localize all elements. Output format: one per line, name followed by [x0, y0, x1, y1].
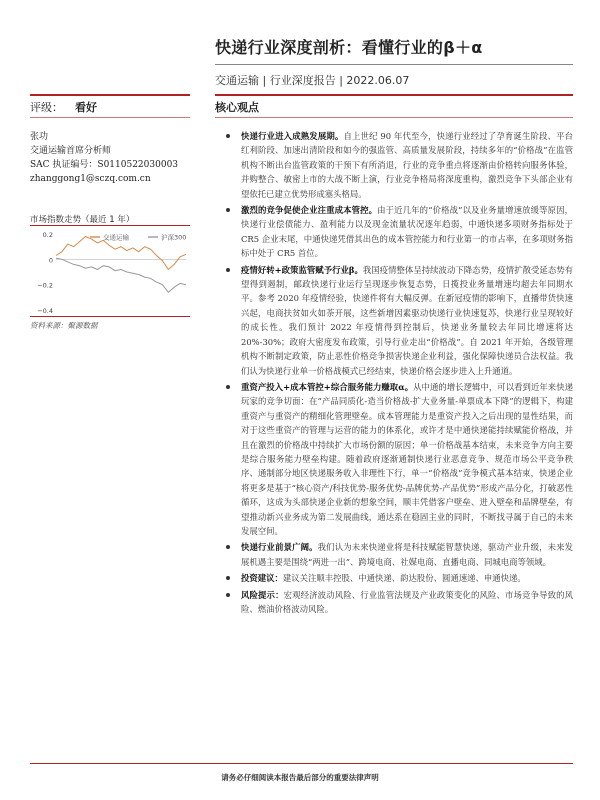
- legend-label: 交通运输: [103, 233, 129, 242]
- rating-value: 看好: [75, 101, 97, 114]
- key-point-item: [225, 203, 573, 261]
- footer-rule: [30, 763, 573, 764]
- summary-heading: 核心观点: [215, 101, 259, 114]
- legal-footer: 请务必仔细阅读本报告最后部分的重要法律声明: [221, 773, 379, 782]
- y-tick-label: −0.2: [37, 281, 53, 290]
- bullet-dot-icon: [226, 385, 230, 389]
- key-point-text: 从中通的增长逻辑中，可以看到近年来快递玩家的竞争切面：在“产品同质化-造当价格战-扩大业务量-单票成本下降”的逻辑下，构建重资产与重资产的精细化管理壁垒。成本管理能力是重资产投入之后出现的显性结果，而对于这些重资产的管理与运营的能力的体系化，或许才是中通快递能持续赋能价格战，并且在激烈的价格战中持续扩大市场份额的原因；单一价格战基本结束，未来竞争方向主要是综合服务能力壁垒构建。随着政府逐渐通制快递行业恶意竞争、规范市场公平竞争秩序、通制部分地区快递服务收入非理性下行，单一“价格战”竞争模式基本结束，快递企业将更多是基于“核心资产/科技优势-服务优势-品牌优势-产品优势”形成产品分化，打破恶性循环，这成为头部快递企业新的想象空间，顺丰凭借客户壁垒、进入壁垒和品牌壁垒，有望推动新兴业务成为第二发展曲线，通达系在稳固主业的同时，不断找寻属于自己的未来发展空间。: [241, 381, 574, 536]
- key-point-text: 自上世纪 90 年代至今，快递行业经过了孕育诞生阶段、平台红利阶段、加速出清阶段和如今的强监管、高质量发展阶段，持续多年的“价格战”在监管机构不断出台监管政策的干预下有所消退，行业的竞争重点将逐渐由价格转向服务体验，并购整合、敏密上市的大战不断上演，行业竞争格局将深度重构，激烈竞争下头部企业有望依托已建立优势形成塞头格局。: [241, 131, 574, 199]
- left-header-rule: [30, 94, 190, 96]
- right-header-rule: [215, 94, 573, 96]
- key-point-item: [225, 380, 573, 538]
- chart-title: 市场指数走势（最近 1 年）: [30, 215, 135, 225]
- legend-label: 沪深300: [161, 233, 187, 242]
- key-point-lead: 风险提示：: [241, 589, 284, 600]
- key-point-text: 宏观经济波动风险、行业监管法规及产业政策变化的风险、市场竞争导致的风险、燃油价格波动风险。: [241, 589, 574, 614]
- key-point-lead: 激烈的竞争促使企业注重成本管控。: [241, 205, 378, 216]
- bullet-dot-icon: [226, 268, 230, 272]
- analyst-license: SAC 执证编号：S0110522030003: [30, 160, 179, 170]
- bullet-dot-icon: [226, 545, 230, 549]
- left-sub-rule: [30, 117, 190, 118]
- analyst-name: 张功: [30, 132, 49, 142]
- bullet-dot-icon: [226, 576, 230, 580]
- analyst-info: [30, 130, 178, 186]
- key-point-item: [225, 588, 573, 617]
- bullet-dot-icon: [226, 593, 230, 597]
- y-tick-label: −0.4: [37, 307, 53, 314]
- key-point-lead: 重资产投入+成本管控+综合服务能力赚取α。: [241, 381, 414, 392]
- analyst-title: 交通运输首席分析师: [30, 146, 112, 156]
- key-point-text: 建议关注顺丰控股、中通快递、韵达股份、圆通速递、申通快递。: [282, 573, 526, 584]
- key-point-item: [225, 571, 573, 585]
- key-point-lead: 投资建议：: [241, 573, 283, 584]
- bullet-dot-icon: [226, 208, 230, 212]
- key-point-lead: 快递行业前景广阔。: [241, 542, 318, 553]
- key-point-item: [225, 129, 573, 201]
- right-sub-rule: [215, 117, 573, 118]
- key-point-text: 我国疫情整体呈持续波动下降态势，疫情扩散受延态势有望得到遏制，邮政快递行业运行呈现逐步恢复态势，日揽投业务量增速均超去年同期水平。参考 2020 年疫情经验，快递件将有大幅反弹。在新冠疫情的影响下，直播带货快速兴起，电商扶贫如火如荼开展，这些新增因素驱动快递行业快速复苏，快递行业呈现较好的成长性。我们预计 2022 年疫情得到控制后，快递业务量较去年同比增速将达 20%-30%；政府大密度发布政策，引导行业走出“价格战”。自 2021 年开始，各级管理机构不断制定政策，防止恶性价格竞争损害快递企业利益，强化保障快递员合法权益。我们认为快递行业单一价格战模式已经结束，快递价格会逐步进入上升通道。: [241, 264, 574, 376]
- key-point-lead: 快递行业进入成熟发展期。: [241, 131, 344, 141]
- y-tick-label: 0: [48, 256, 53, 265]
- market-index-chart: [30, 228, 190, 314]
- analyst-email[interactable]: zhanggong1@sczq.com.cn: [30, 174, 151, 184]
- chart-bottom-rule: [30, 316, 190, 317]
- key-point-lead: 疫情好转+政策监管赋予行业β。: [241, 264, 363, 275]
- key-points-list: [225, 129, 573, 618]
- key-point-text: 我们认为未来快递业将是科技赋能智慧快递，驱动产业升级，未来发展机遇主要是围绕“两进一出”、跨境电商、社媒电商、直播电商、同城电商等领域。: [241, 542, 574, 567]
- key-point-item: [225, 540, 573, 569]
- bullet-dot-icon: [226, 134, 230, 138]
- report-subtitle: 交通运输 | 行业深度报告 | 2022.06.07: [215, 74, 410, 87]
- chart-source: 资料来源：聚源数据: [30, 321, 98, 330]
- series-line-hs300: [56, 258, 186, 292]
- y-tick-label: 0.2: [42, 231, 53, 239]
- report-title: 快递行业深度剖析：看懂行业的β＋α: [215, 38, 483, 57]
- key-point-text: 由于近几年的“价格战”以及业务量增速放缓等原因，快递行业偿债能力、盈利能力以及现金流量状况逐年趋弱，中通快递多项财务指标处于 CR5 企业末尾，中通快递凭借其出色的成本管控能力和行业第一的市占率，在多项财务指标中处于 CR5 首位。: [241, 205, 574, 259]
- chart-top-rule: [30, 225, 190, 226]
- key-point-item: [225, 263, 573, 378]
- rating-label: 评级：: [30, 101, 63, 114]
- title-divider: [215, 64, 573, 65]
